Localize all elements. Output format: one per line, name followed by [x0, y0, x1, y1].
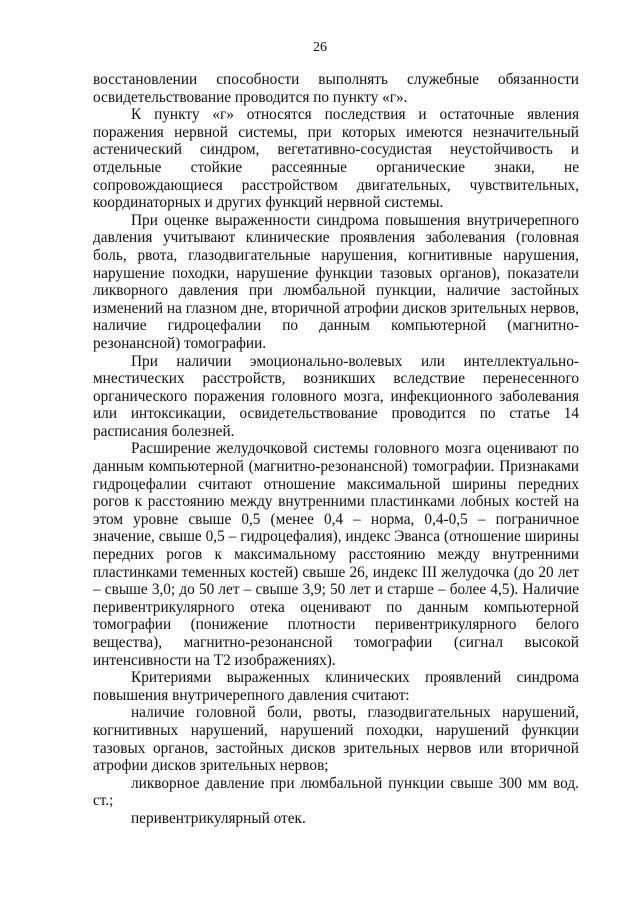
- criteria-item: ликворное давление при люмбальной пункции свыше 300 мм вод. ст.;: [93, 774, 579, 810]
- paragraph-emotional-disorders: При наличии эмоционально-волевых или интеллектуально-мнестических расстройств, возникших вследствие перенесенного органического поражения головного мозга, инфекционного заболевания или интоксикации, освидетельствование проводится по статье 14 расписания болезней.: [93, 352, 579, 440]
- paragraph-intracranial-pressure: При оценке выраженности синдрома повышения внутричерепного давления учитывают клинические проявления заболевания (головная боль, рвота, глазодвигательные нарушения, когнитивные нарушения, нарушение походки, нарушение функции тазовых органов), показатели ликворного давления при люмбальной пункции, наличие застойных изменений на глазном дне, вторичной атрофии дисков зрительных нервов, наличие гидроцефалии по данным компьютерной (магнитно-резонансной) томографии.: [93, 211, 579, 352]
- page-number: 26: [313, 40, 327, 55]
- document-body: [93, 71, 579, 828]
- paragraph-criteria-intro: Критериями выраженных клинических проявлений синдрома повышения внутричерепного давления считают:: [93, 669, 579, 704]
- criteria-item: наличие головной боли, рвоты, глазодвигательных нарушений, когнитивных нарушений, нарушений походки, нарушений функции тазовых органов, застойных дисков зрительных нервов или вторичной атрофии дисков зрительных нервов;: [93, 704, 579, 775]
- paragraph-ventricular-system: Расширение желудочковой системы головного мозга оценивают по данным компьютерной (магнитно-резонансной) томографии. Признаками гидроцефалии считают отношение максимальной ширины передних рогов к расстоянию между внутренними пластинками лобных костей на этом уровне свыше 0,5 (менее 0,4 – норма, 0,4-0,5 – пограничное значение, свыше 0,5 – гидроцефалия), индекс Эванса (отношение ширины передних рогов к максимальному расстоянию между внутренними пластинками теменных костей) свыше 26, индекс III желудочка (до 20 лет – свыше 3,0; до 50 лет – свыше 3,9; 50 лет и старше – более 4,5). Наличие перивентрикулярного отека оценивают по данным компьютерной томографии (понижение плотности перивентрикулярного белого вещества), магнитно-резонансной томографии (сигнал высокой интенсивности на Т2 изображениях).: [93, 440, 579, 669]
- criteria-item: перивентрикулярный отек.: [131, 809, 306, 827]
- paragraph-point-g: К пункту «г» относятся последствия и остаточные явления поражения нервной системы, при которых имеются незначительный астенический синдром, вегетативно-сосудистая неустойчивость и отдельные стойкие рассеянные органические знаки, не сопровождающиеся расстройством двигательных, чувствительных, координаторных и других функций нервной системы.: [93, 106, 579, 212]
- paragraph-continuation: восстановлении способности выполнять служебные обязанности освидетельствование проводится по пункту «г».: [93, 71, 579, 106]
